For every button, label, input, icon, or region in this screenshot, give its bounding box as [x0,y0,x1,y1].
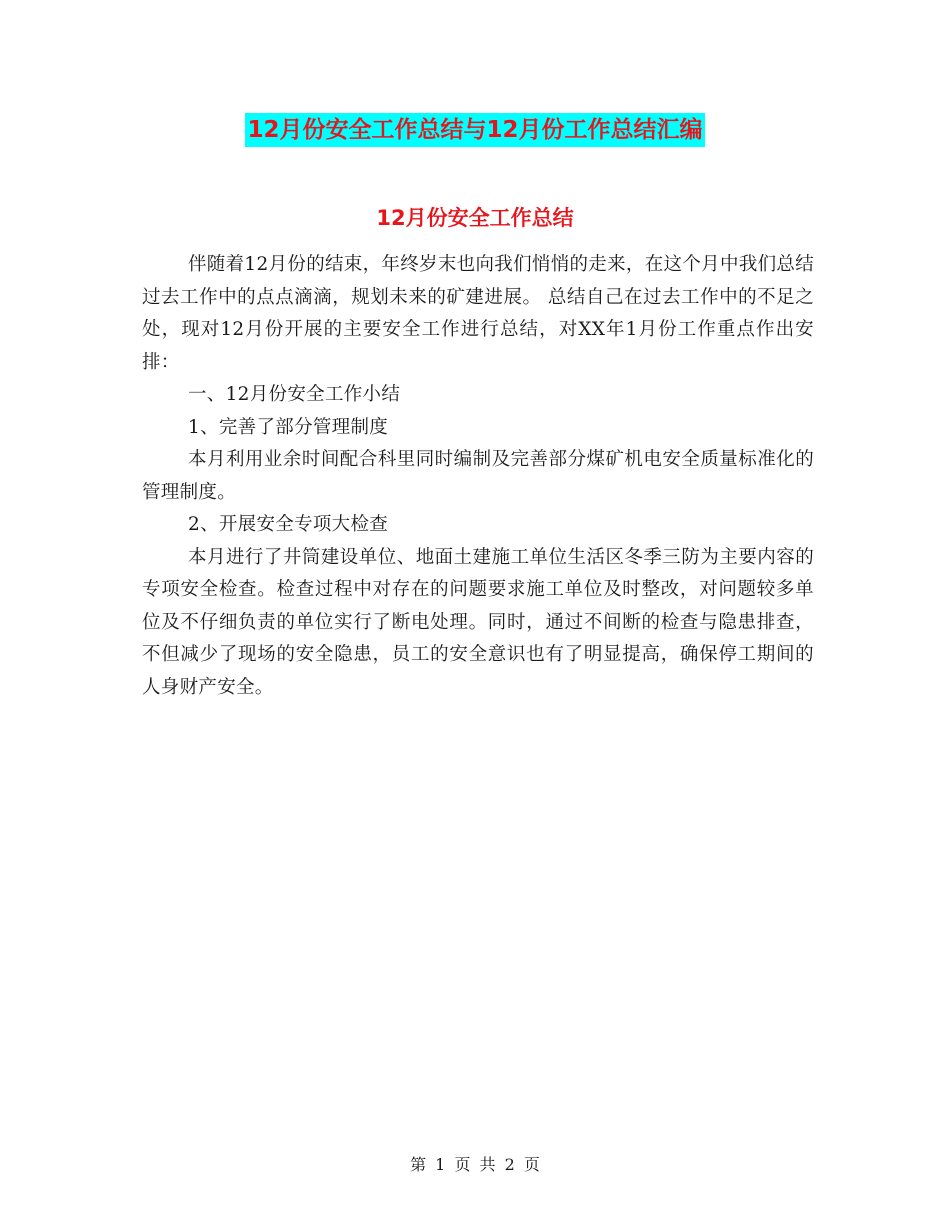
heading-section-one: 一、12月份安全工作小结 [188,384,401,405]
document-title-container [0,113,950,147]
paragraph-item-one: 本月利用业余时间配合科里同时编制及完善部分煤矿机电安全质量标准化的管理制度。 [142,449,814,503]
page-footer: 第 1 页 共 2 页 [410,1155,540,1174]
paragraph-item-two: 本月进行了井筒建设单位、地面土建施工单位生活区冬季三防为主要内容的专项安全检查。检查过程中对存在的问题要求施工单位及时整改，对问题较多单位及不仔细负责的单位实行了断电处理。同时，通过不间断的检查与隐患排查，不但减少了现场的安全隐患，员工的安全意识也有了明显提高，确保停工期间的人身财产安全。 [142,546,814,698]
heading-item-one: 1、完善了部分管理制度 [188,416,389,438]
heading-item-two: 2、开展安全专项大检查 [188,514,389,535]
document-main-title: 12月份安全工作总结与12月份工作总结汇编 [245,113,704,147]
paragraph-intro: 伴随着12月份的结束，年终岁末也向我们悄悄的走来，在这个月中我们总结过去工作中的点点滴滴，规划未来的矿建进展。 总结自己在过去工作中的不足之处，现对12月份开展的主要安全工作进行总结，对XX年1月份工作重点作出安排： [142,254,814,373]
document-body [142,249,814,704]
section-title: 12月份安全工作总结 [376,206,574,230]
